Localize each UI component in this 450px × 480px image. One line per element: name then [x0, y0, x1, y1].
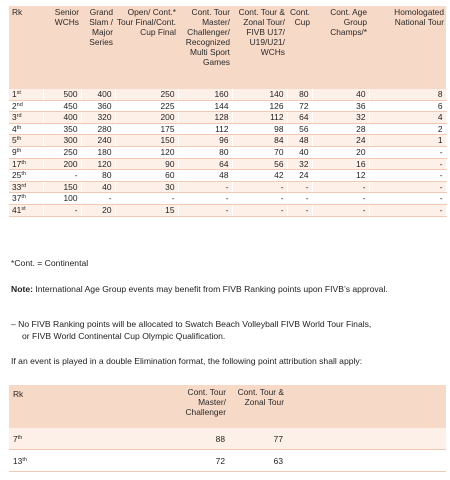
rank-number: 3 — [12, 112, 17, 123]
rank-number: 4 — [12, 123, 17, 134]
points-cell: 200 — [115, 112, 178, 124]
points-cell: 250 — [43, 146, 81, 158]
header-cell: Rk — [9, 6, 43, 89]
table-row — [9, 193, 446, 205]
empty-cell — [287, 428, 446, 450]
points-cell: 250 — [115, 89, 178, 100]
points-cell: 100 — [43, 193, 81, 205]
points-cell: 48 — [287, 135, 312, 147]
points-cell: - — [287, 193, 312, 205]
points-cell: 64 — [178, 158, 232, 170]
points-cell: 150 — [43, 181, 81, 193]
points-cell: 350 — [43, 123, 81, 135]
rank-number: 5 — [12, 135, 17, 146]
points-cell: 300 — [43, 135, 81, 147]
points-cell: 320 — [81, 112, 115, 124]
table-header-row — [9, 6, 446, 89]
points-cell: 175 — [115, 123, 178, 135]
points-cell: - — [369, 170, 446, 182]
points-cell: 400 — [81, 89, 115, 100]
header-cell: Cont. Tour Master/ Challenger/ Recognized Multi Sport Games — [178, 6, 232, 89]
points-cell: 24 — [287, 170, 312, 182]
rank-number: 7 — [13, 433, 18, 444]
points-cell: 12 — [312, 170, 369, 182]
points-cell: - — [43, 170, 81, 182]
rank-cell — [9, 450, 169, 472]
points-cell: 77 — [229, 428, 287, 450]
points-cell: 200 — [43, 158, 81, 170]
ranking-points-table — [9, 6, 447, 217]
rank-suffix: th — [22, 456, 27, 463]
table-row — [9, 146, 446, 158]
rank-suffix: rd — [21, 182, 27, 189]
header-cell: Cont. Cup — [287, 6, 312, 89]
note-text: International Age Group events may benefit from FIVB Ranking points upon FIVB’s approval. — [32, 284, 388, 294]
rank-cell — [9, 112, 43, 124]
rank-number: 17 — [12, 158, 22, 169]
header-cell-empty — [287, 385, 446, 428]
double-elimination-paragraph: If an event is played in a double Elimination format, the following point attribution shall apply: — [11, 356, 363, 366]
points-cell: 72 — [169, 450, 229, 472]
points-cell: 24 — [312, 135, 369, 147]
points-cell: - — [369, 158, 446, 170]
points-cell: - — [369, 193, 446, 205]
rank-number: 13 — [13, 455, 23, 466]
points-cell: 500 — [43, 89, 81, 100]
points-cell: 98 — [232, 123, 287, 135]
points-cell: - — [232, 204, 287, 216]
points-cell: 56 — [232, 158, 287, 170]
table-row — [9, 112, 446, 124]
points-cell: 84 — [232, 135, 287, 147]
header-cell: Cont. Age Group Champs/* — [312, 6, 369, 89]
points-cell: 64 — [287, 112, 312, 124]
rank-number: 1 — [12, 89, 17, 99]
header-cell: Cont. Tour & Zonal Tour/ FIVB U17/ U19/U21/ WCHs — [232, 6, 287, 89]
points-cell: - — [115, 193, 178, 205]
points-cell: 30 — [115, 181, 178, 193]
table-row — [9, 135, 446, 147]
table-header-row — [9, 385, 446, 428]
points-cell: 126 — [232, 100, 287, 112]
rank-cell — [9, 428, 169, 450]
table-row — [9, 158, 446, 170]
rank-cell — [9, 89, 43, 100]
points-cell: 20 — [81, 204, 115, 216]
header-cell: Open/ Cont.* Tour Final/Cont. Cup Final — [115, 6, 178, 89]
rank-suffix: st — [21, 205, 26, 212]
rank-suffix: rd — [16, 113, 22, 120]
points-cell: 88 — [169, 428, 229, 450]
header-cell: Rk — [9, 385, 169, 428]
points-cell: - — [178, 193, 232, 205]
rank-cell — [9, 158, 43, 170]
rank-number: 33 — [12, 181, 22, 192]
points-cell: 80 — [287, 89, 312, 100]
points-cell: - — [178, 204, 232, 216]
rank-number: 2 — [12, 100, 17, 111]
points-cell: 40 — [287, 146, 312, 158]
rank-suffix: th — [17, 434, 23, 441]
rank-suffix: th — [16, 124, 22, 131]
double-elimination-table — [9, 385, 446, 472]
points-cell: 450 — [43, 100, 81, 112]
rank-number: 41 — [12, 204, 22, 215]
header-cell: Cont. Tour Master/ Challenger — [169, 385, 229, 428]
table-row — [9, 170, 446, 182]
points-cell: 225 — [115, 100, 178, 112]
empty-cell — [287, 450, 446, 472]
points-cell: 28 — [312, 123, 369, 135]
rank-number: 25 — [12, 170, 22, 181]
points-cell: 56 — [287, 123, 312, 135]
points-cell: 72 — [287, 100, 312, 112]
table-row — [9, 89, 446, 100]
rank-number: 37 — [12, 193, 22, 204]
header-cell: Homologated National Tour — [369, 6, 446, 89]
points-cell: 112 — [232, 112, 287, 124]
points-cell: 60 — [115, 170, 178, 182]
points-cell: 36 — [312, 100, 369, 112]
points-cell: - — [312, 193, 369, 205]
points-cell: 80 — [178, 146, 232, 158]
points-cell: 1 — [369, 135, 446, 147]
note-label: Note: — [11, 284, 33, 294]
table-row — [9, 181, 446, 193]
footnote: *Cont. = Continental — [11, 258, 89, 268]
points-cell: 32 — [287, 158, 312, 170]
points-cell: 40 — [312, 89, 369, 100]
rank-cell — [9, 181, 43, 193]
rank-suffix: th — [21, 171, 26, 178]
points-cell: 280 — [81, 123, 115, 135]
rank-cell — [9, 135, 43, 147]
points-cell: - — [369, 146, 446, 158]
bullet-line-2: or FIVB World Continental Cup Olympic Qualification. — [22, 331, 226, 341]
points-cell: 42 — [232, 170, 287, 182]
points-cell: 32 — [312, 112, 369, 124]
points-cell: - — [81, 193, 115, 205]
rank-cell — [9, 193, 43, 205]
rank-cell — [9, 204, 43, 216]
points-cell: 80 — [81, 170, 115, 182]
points-cell: - — [369, 181, 446, 193]
bullet-line-1: – No FIVB Ranking points will be allocated to Swatch Beach Volleyball FIVB World Tour Finals, — [11, 319, 372, 329]
points-cell: 140 — [232, 89, 287, 100]
points-cell: 70 — [232, 146, 287, 158]
points-cell: 144 — [178, 100, 232, 112]
rank-suffix: st — [16, 90, 21, 96]
points-cell: - — [287, 204, 312, 216]
table-row — [9, 204, 446, 216]
rank-suffix: th — [16, 147, 22, 154]
rank-suffix: th — [16, 136, 22, 143]
rank-suffix: th — [21, 194, 26, 201]
table-row — [9, 450, 446, 472]
points-cell: 2 — [369, 123, 446, 135]
points-cell: 150 — [115, 135, 178, 147]
points-cell: 112 — [178, 123, 232, 135]
points-cell: 180 — [81, 146, 115, 158]
points-cell: 8 — [369, 89, 446, 100]
points-cell: 96 — [178, 135, 232, 147]
points-cell: 90 — [115, 158, 178, 170]
points-cell: 400 — [43, 112, 81, 124]
points-cell: - — [232, 193, 287, 205]
header-cell: Grand Slam / Major Series — [81, 6, 115, 89]
points-cell: 6 — [369, 100, 446, 112]
points-cell: 40 — [81, 181, 115, 193]
points-cell: 240 — [81, 135, 115, 147]
points-cell: 48 — [178, 170, 232, 182]
points-cell: 16 — [312, 158, 369, 170]
points-cell: 360 — [81, 100, 115, 112]
table-row — [9, 123, 446, 135]
rank-suffix: nd — [16, 101, 23, 108]
points-cell: - — [312, 204, 369, 216]
points-cell: 20 — [312, 146, 369, 158]
rank-cell — [9, 146, 43, 158]
points-cell: - — [178, 181, 232, 193]
points-cell: 63 — [229, 450, 287, 472]
rank-cell — [9, 170, 43, 182]
points-cell: 128 — [178, 112, 232, 124]
header-cell: Cont. Tour & Zonal Tour — [229, 385, 287, 428]
rank-cell — [9, 123, 43, 135]
table-row — [9, 428, 446, 450]
points-cell: - — [43, 204, 81, 216]
points-cell: - — [232, 181, 287, 193]
table-row — [9, 100, 446, 112]
points-cell: - — [312, 181, 369, 193]
points-cell: - — [287, 181, 312, 193]
points-cell: 15 — [115, 204, 178, 216]
header-cell: Senior WCHs — [43, 6, 81, 89]
points-cell: 120 — [81, 158, 115, 170]
rank-number: 9 — [12, 146, 17, 157]
points-cell: 120 — [115, 146, 178, 158]
bullet-paragraph — [11, 318, 441, 342]
points-cell: 160 — [178, 89, 232, 100]
rank-cell — [9, 100, 43, 112]
points-cell: 4 — [369, 112, 446, 124]
rank-suffix: th — [21, 159, 26, 166]
points-cell: - — [369, 204, 446, 216]
note-paragraph — [11, 284, 443, 295]
